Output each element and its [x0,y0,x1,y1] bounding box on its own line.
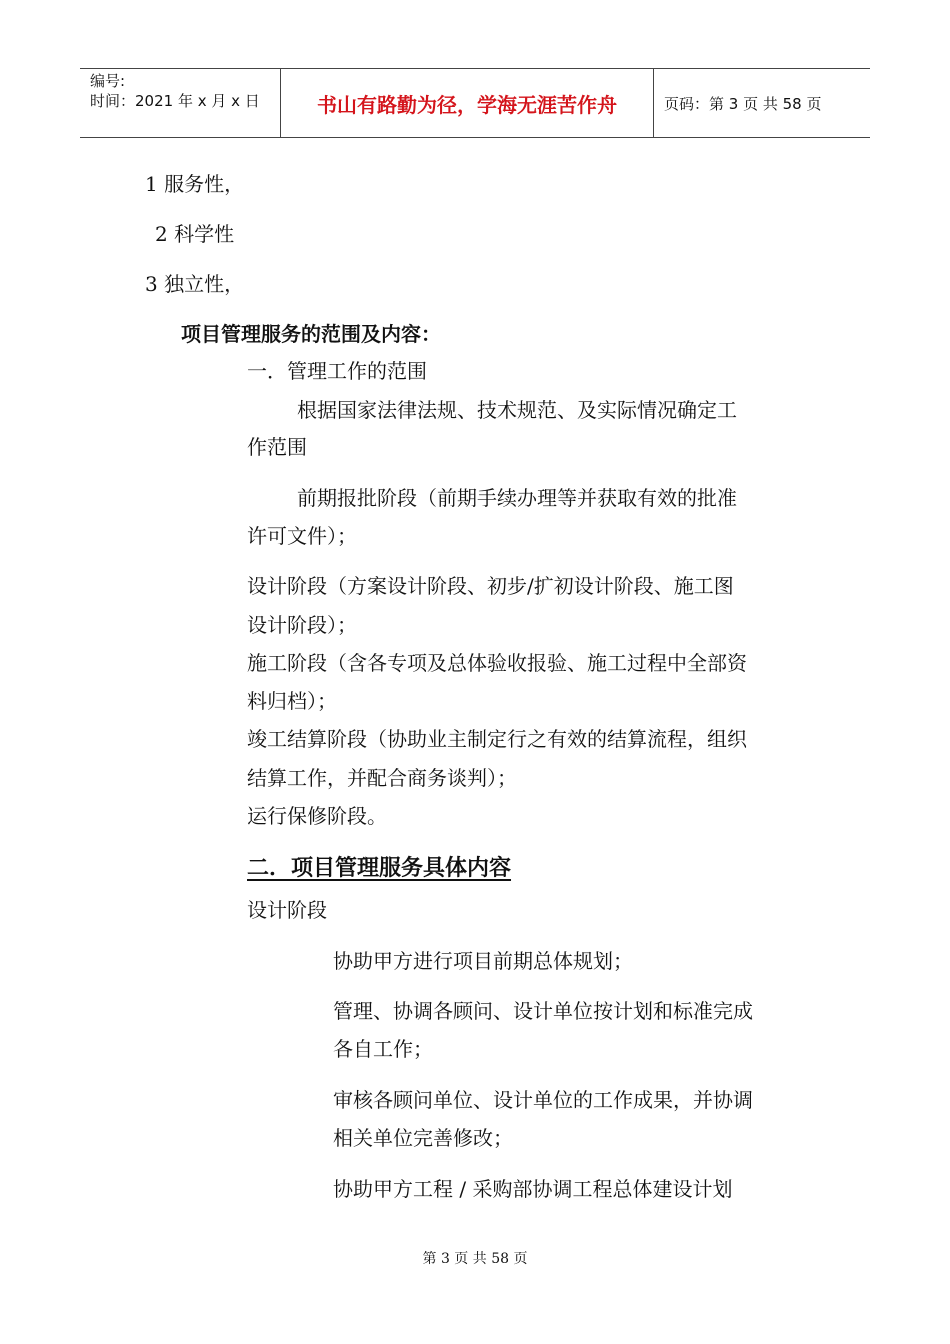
list-item: 管理、协调各顾问、设计单位按计划和标准完成 [333,999,753,1023]
subsection-title: 一．管理工作的范围 [247,359,427,383]
stage-label: 设计阶段 [247,898,327,922]
document-number: 编号: [90,72,126,90]
paragraph-line: 许可文件）； [247,524,357,548]
paragraph-line: 结算工作，并配合商务谈判）； [247,766,517,790]
page-header [80,68,870,138]
section-title: 项目管理服务的范围及内容： [181,322,441,346]
paragraph-line: 设计阶段（方案设计阶段、初步/扩初设计阶段、施工图 [247,574,734,598]
list-item: 2 科学性 [155,222,235,246]
motto: 书山有路勤为径，学海无涯苦作舟 [317,92,617,117]
list-item: 3 独立性， [145,272,245,296]
section-title: 二．项目管理服务具体内容 [247,856,512,881]
paragraph-line: 前期报批阶段（前期手续办理等并获取有效的批准 [297,486,737,510]
list-item-continuation: 各自工作； [333,1037,433,1061]
document-date: 时间：2021 年 x 月 x 日 [90,92,260,110]
header-page-info: 页码：第 3 页 共 58 页 [664,94,822,113]
paragraph-line: 设计阶段）； [247,613,357,637]
list-item: 协助甲方工程 / 采购部协调工程总体建设计划 [333,1177,733,1201]
paragraph-line: 施工阶段（含各专项及总体验收报验、施工过程中全部资 [247,651,747,675]
list-item: 协助甲方进行项目前期总体规划； [333,949,633,973]
paragraph-line: 料归档）； [247,689,337,713]
header-meta [80,69,281,137]
paragraph-line: 运行保修阶段。 [247,804,387,828]
paragraph-line: 根据国家法律法规、技术规范、及实际情况确定工 [297,398,737,422]
list-item: 审核各顾问单位、设计单位的工作成果，并协调 [333,1088,753,1112]
list-item: 1 服务性， [145,172,245,196]
list-item-continuation: 相关单位完善修改； [333,1126,513,1150]
page-footer: 第 3 页 共 58 页 [422,1251,528,1267]
paragraph-line: 作范围 [247,435,307,459]
header-motto-cell [281,69,654,137]
paragraph-line: 竣工结算阶段（协助业主制定行之有效的结算流程，组织 [247,727,747,751]
